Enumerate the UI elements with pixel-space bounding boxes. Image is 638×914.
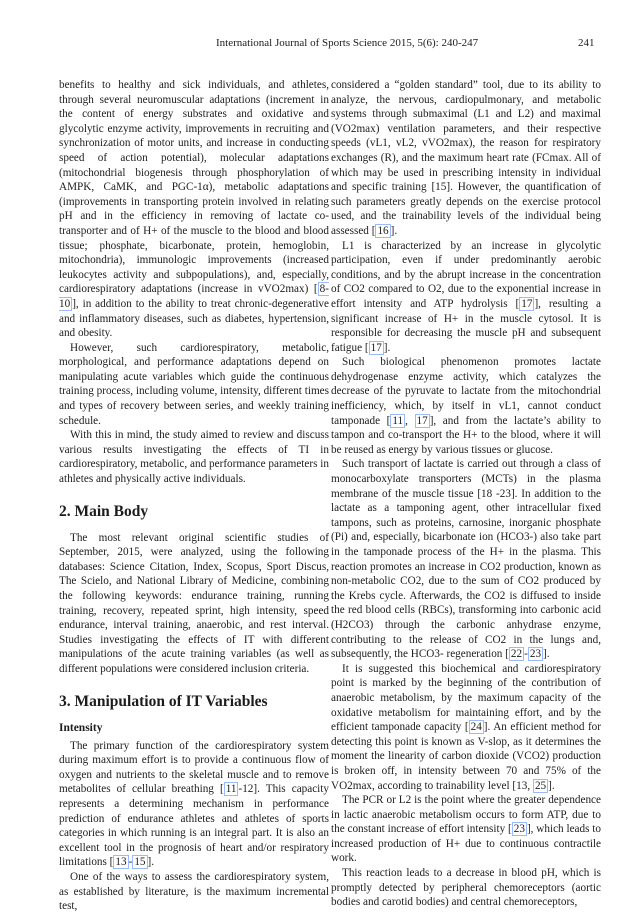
citation-link[interactable]: 23 [513, 823, 525, 836]
paragraph: benefits to healthy and sick individuals, and athletes, through several neuromuscular adaptations (increment in the content of energy substrates and oxidative and glycolytic enzyme activity, improvements in recruiting and synchronization of motor units, and increase in conducting speed of action potential), molecular adaptations (mitochondrial biogenesis through phosphorylation of AMPK, CaMK, and PGC-1α), metabolic adaptations (improvements in transporting protein involved in relating pH and in the efficiency in removing of lactate co-transporter and of H+ of the muscle to the blood and blood tissue; phosphate, bicarbonate, protein, hemoglobin, mitochondria), immunologic improvements (increased leukocytes activity and subpopulations), and, especially, cardiorespiratory adaptations (increase in vVO2max) [ 8-10 ], in addition to the ability to treat chronic-degenerative and inflammatory diseases, such as diabetes, hypertension, and obesity. [59, 79, 329, 340]
citation-link[interactable]: 17 [370, 341, 382, 354]
paragraph: Such biological phenomenon promotes lactate dehydrogenase enzyme activity, which catalyzes the decrease of the pyruvate to lactate from the mitochondrial inefficiency, which, by itself in vL1, cannot conduct tamponade [ 11 , 17 ], and from the lactate’s ability to tampon and co-transport the H+ to the blood, where it will be reused as energy by various tissues or glucose. [331, 356, 602, 456]
paragraph: This reaction leads to a decrease in blood pH, which is promptly detected by peripheral chemoreceptors (aortic bodies and carotid bodies) and central chemoreceptors, [331, 867, 601, 909]
right-column [331, 78, 601, 910]
citation-link[interactable]: 24 [470, 721, 482, 734]
section-heading-manipulation: 3. Manipulation of IT Variables [59, 692, 268, 710]
paragraph: The most relevant original scientific studies of September, 2015, were analyzed, using the following databases: Science Citation, Index, Scopus, Sport Discus, The Scielo, and National Library of Medicine, combining the following keywords: endurance training, running training, recovery, repeated sprint, high intensity, speed endurance, interval training, anaerobic, and rest interval. Studies investigating the effects of IT with different manipulations of the acute training variables (as well as different populations were considered inclusion criteria. [59, 531, 329, 675]
running-header: International Journal of Sports Science 2015, 5(6): 240-247 [216, 37, 479, 49]
left-column [59, 78, 329, 914]
paragraph: With this in mind, the study aimed to review and discuss various results investigating the effects of TI in cardiorespiratory, metabolic, and performance parameters in athletes and physically active individuals. [59, 429, 329, 486]
citation-link[interactable]: 8-10 [59, 283, 329, 310]
paragraph: considered a “golden standard” tool, due to its ability to analyze, the nervous, cardiopulmonary, and metabolic systems through submaximal (L1 and L2) and maximal (VO2max) ventilation parameters, and their respective speeds (vL1, vL2, vVO2max), the reason for respiratory exchanges (R), and the maximum heart rate (FCmax. All of which may be used in prescribing intensity in individual and specific training [15]. However, the quantification of such parameters greatly depends on the exercise protocol used, and the trainability levels of the individual being assessed [ 16 ]. [331, 79, 601, 237]
citation-link[interactable]: 16 [377, 224, 389, 237]
paragraph: It is suggested this biochemical and cardiorespiratory point is marked by the beginning of the contribution of anaerobic metabolism, by the maximum capacity of the oxidative metabolism for maintaining effort, and by the efficient tamponade capacity [ 24 ]. An efficient method for detecting this point is known as V-slop, as it determines the moment the linearity of carbon dioxide (VCO2) production is broken off, in intensity between 70 and 75% of the VO2max, according to trainability level [13, 25 ]. [331, 662, 601, 792]
citation-link[interactable]: 22 [510, 648, 523, 661]
paragraph: The primary function of the cardiorespiratory system during maximum effort is to provide a continuous flow of oxygen and nutrients to the skeletal muscle and to remove metabolites of cellular breathing [ 11 -12]. This capacity represents a determining mechanism in performance prediction of endurance athletes and athletes of sports categories in which running is an integral part. It is also an excellent tool in the prognosis of heart and/or respiratory limitations [ 13 - 15 ]. [59, 739, 329, 869]
citation-link[interactable]: 23 [529, 648, 542, 661]
page-number: 241 [578, 37, 595, 49]
citation-link[interactable]: 13 [115, 856, 127, 869]
paragraph: Such transport of lactate is carried out through a class of monocarboxylate transporters (MCTs) in the plasma membrane of the muscle tissue [18 -23]. In addition to the lactate as a tamponing agent, other intracellular fixed tampons, such as proteins, carnosine, inorganic phosphate (Pi) and, especially, bicarbonate ion (HCO3-) also take part in the tamponade process of the H+ in the plasma. This reaction promotes an increase in CO2 production, known as non-metabolic CO2, due to the sum of CO2 produced by the Krebs cycle. Afterwards, the CO2 is diffused to inside the red blood cells (RBCs), transforming into carbonic acid (H2CO3) through the carbonic anhydrase enzyme, contributing to the release of CO2 in the lungs and, subsequently, the HCO3- regeneration [ 22 - 23 ]. [331, 458, 601, 661]
paragraph: L1 is characterized by an increase in glycolytic participation, even if under predominantly aerobic conditions, and by the abrupt increase in the concentration of CO2 compared to O2, due to the exponential increase in effort intensity and ATP hydrolysis [ 17 ], resulting a significant increase of H+ in the muscle cytosol. It is responsible for decreasing the muscle pH and subsequent fatigue [ 17 ]. [331, 239, 601, 354]
citation-link[interactable]: 11 [225, 783, 237, 796]
citation-link[interactable]: 17 [521, 297, 533, 310]
subsection-heading-intensity: Intensity [59, 721, 103, 734]
citation-link[interactable]: 11 [392, 414, 404, 427]
citation-link[interactable]: 25 [534, 779, 547, 792]
citation-link[interactable]: 15 [134, 856, 146, 869]
citation-link[interactable]: 17 [416, 414, 428, 427]
paragraph: However, such cardiorespiratory, metabolic, morphological, and performance adaptations depend on manipulating acute variables which guide the continuous training process, including volume, intensity, different times and types of recovery between series, and weekly training schedule. [59, 341, 329, 427]
paragraph: The PCR or L2 is the point where the greater dependence in lactic anaerobic metabolism occurs to form ATP, due to the constant increase of effort intensity [ 23 ], which leads to increased production of H+ due to continuous contractile work. [331, 794, 601, 865]
section-heading-main-body: 2. Main Body [59, 502, 149, 520]
paragraph: One of the ways to assess the cardiorespiratory system, as established by literature, is the maximum incremental test, [59, 870, 329, 913]
